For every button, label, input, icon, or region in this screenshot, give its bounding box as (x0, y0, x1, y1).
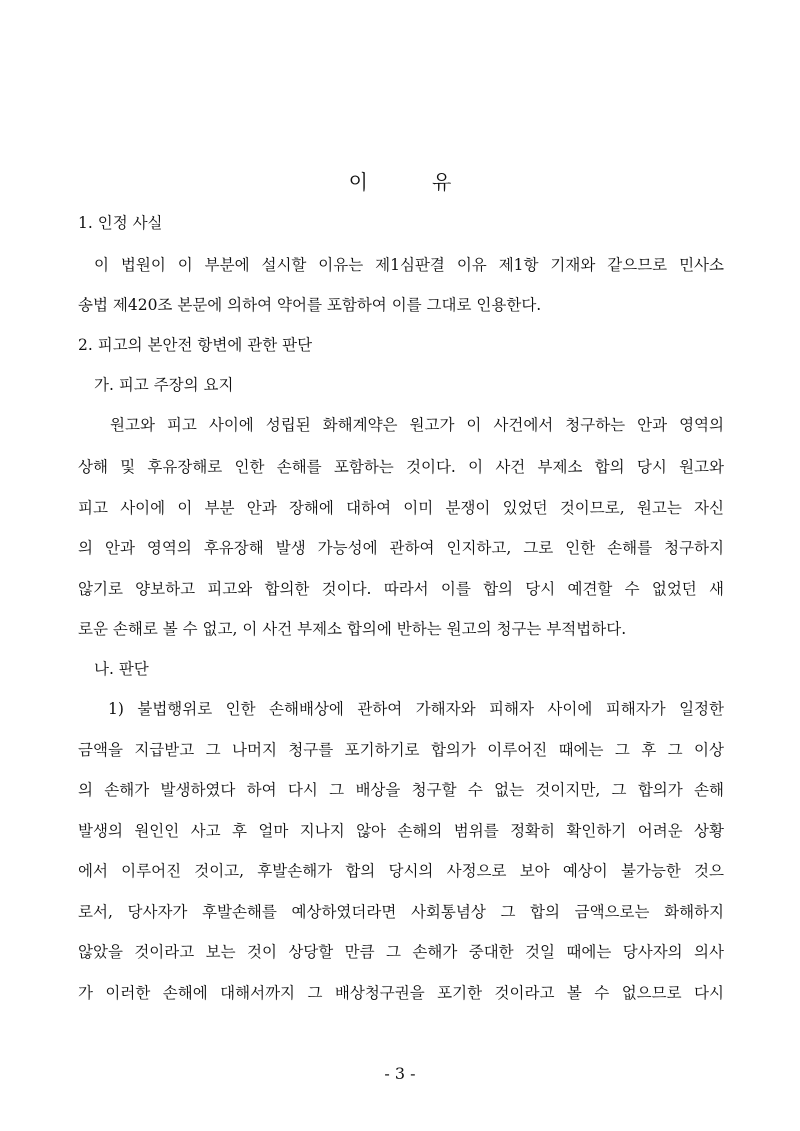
paragraph-line: 피고 사이에 이 부분 안과 장해에 대하여 이미 분쟁이 있었던 것이므로, 원고는 자신 (78, 499, 724, 517)
paragraph-line: 원고와 피고 사이에 성립된 화해계약은 원고가 이 사건에서 청구하는 안과 영역의 (110, 416, 724, 434)
paragraph-line: 송법 제420조 본문에 의하여 약어를 포함하여 이를 그대로 인용한다. (78, 296, 542, 314)
paragraph-line: 금액을 지급받고 그 나머지 청구를 포기하기로 합의가 이루어진 때에는 그 후 그 이상 (78, 741, 724, 759)
paragraph-line: 가 이러한 손해에 대해서까지 그 배상청구권을 포기한 것이라고 볼 수 없으므로 다시 (78, 984, 724, 1002)
subsection-b-heading: 나. 판단 (94, 660, 149, 678)
paragraph-line: 로서, 당사자가 후발손해를 예상하였더라면 사회통념상 그 합의 금액으로는 화해하지 (78, 903, 724, 921)
title-part-1: 이 (348, 170, 368, 194)
paragraph-line: 상해 및 후유장해로 인한 손해를 포함하는 것이다. 이 사건 부제소 합의 당시 원고와 (78, 458, 724, 476)
paragraph-line: 않았을 것이라고 보는 것이 상당할 만큼 그 손해가 중대한 것일 때에는 당사자의 의사 (78, 943, 724, 961)
paragraph-line: 의 손해가 발생하였다 하여 다시 그 배상을 청구할 수 없는 것이지만, 그 합의가 손해 (78, 781, 724, 799)
paragraph-line: 이 법원이 이 부분에 설시할 이유는 제1심판결 이유 제1항 기재와 같으므로 민사소 (94, 256, 724, 274)
page-number: - 3 - (384, 1064, 416, 1083)
paragraph-line: 발생의 원인인 사고 후 얼마 지나지 않아 손해의 범위를 정확히 확인하기 어려운 상황 (78, 822, 724, 840)
paragraph-line: 1) 불법행위로 인한 손해배상에 관하여 가해자와 피해자 사이에 피해자가 일정한 (108, 700, 724, 718)
paragraph-line: 의 안과 영역의 후유장해 발생 가능성에 관하여 인지하고, 그로 인한 손해를 청구하지 (78, 539, 724, 557)
paragraph-line: 않기로 양보하고 피고와 합의한 것이다. 따라서 이를 합의 당시 예견할 수 없었던 새 (78, 580, 724, 598)
paragraph-line: 에서 이루어진 것이고, 후발손해가 합의 당시의 사정으로 보아 예상이 불가능한 것으 (78, 862, 724, 880)
paragraph-line: 로운 손해로 볼 수 없고, 이 사건 부제소 합의에 반하는 원고의 청구는 부적법하다. (78, 620, 627, 638)
page-title (0, 166, 800, 195)
section-1-heading: 1. 인정 사실 (78, 214, 163, 232)
title-part-2: 유 (432, 170, 452, 194)
section-2-heading: 2. 피고의 본안전 항변에 관한 판단 (78, 336, 313, 354)
subsection-a-heading: 가. 피고 주장의 요지 (94, 376, 234, 394)
